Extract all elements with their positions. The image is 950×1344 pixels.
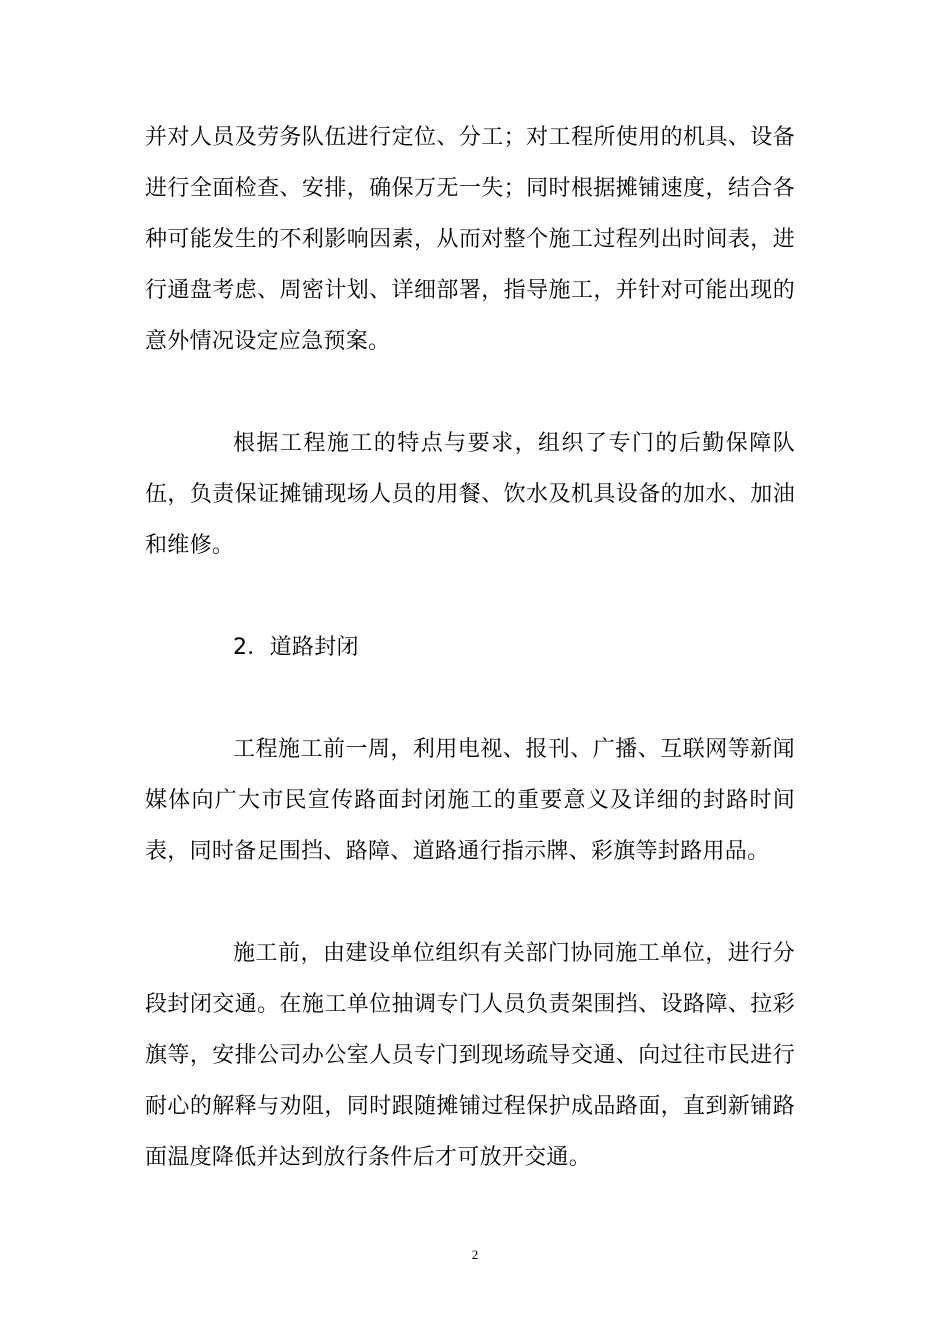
section-heading: 2．道路封闭	[233, 635, 359, 660]
paragraph-continuation: 并对人员及劳务队伍进行定位、分工；对工程所使用的机具、设备进行全面检查、安排，确保万无一失；同时根据摊铺速度，结合各种可能发生的不利影响因素，从而对整个施工过程列出时间表，进行通盘考虑、周密计划、详细部署，指导施工，并针对可能出现的意外情况设定应急预案。	[145, 125, 795, 354]
paragraph-spacer	[145, 877, 795, 928]
paragraph-spacer	[145, 673, 795, 724]
paragraph-spacer	[145, 367, 795, 418]
paragraph-spacer	[145, 571, 795, 622]
page-number: 2	[471, 1247, 479, 1262]
paragraph-road-closure: 施工前，由建设单位组织有关部门协同施工单位，进行分段封闭交通。在施工单位抽调专门人员负责架围挡、设路障、拉彩旗等，安排公司办公室人员专门到现场疏导交通、向过往市民进行耐心的解释与劝阻，同时跟随摊铺过程保护成品路面，直到新铺路面温度降低并达到放行条件后才可放开交通。	[145, 941, 795, 1170]
paragraph-publicity: 工程施工前一周，利用电视、报刊、广播、互联网等新闻媒体向广大市民宣传路面封闭施工的重要意义及详细的封路时间表，同时备足围挡、路障、道路通行指示牌、彩旗等封路用品。	[145, 737, 795, 864]
document-body	[145, 112, 795, 1183]
paragraph-logistics: 根据工程施工的特点与要求，组织了专门的后勤保障队伍，负责保证摊铺现场人员的用餐、饮水及机具设备的加水、加油和维修。	[145, 431, 795, 558]
